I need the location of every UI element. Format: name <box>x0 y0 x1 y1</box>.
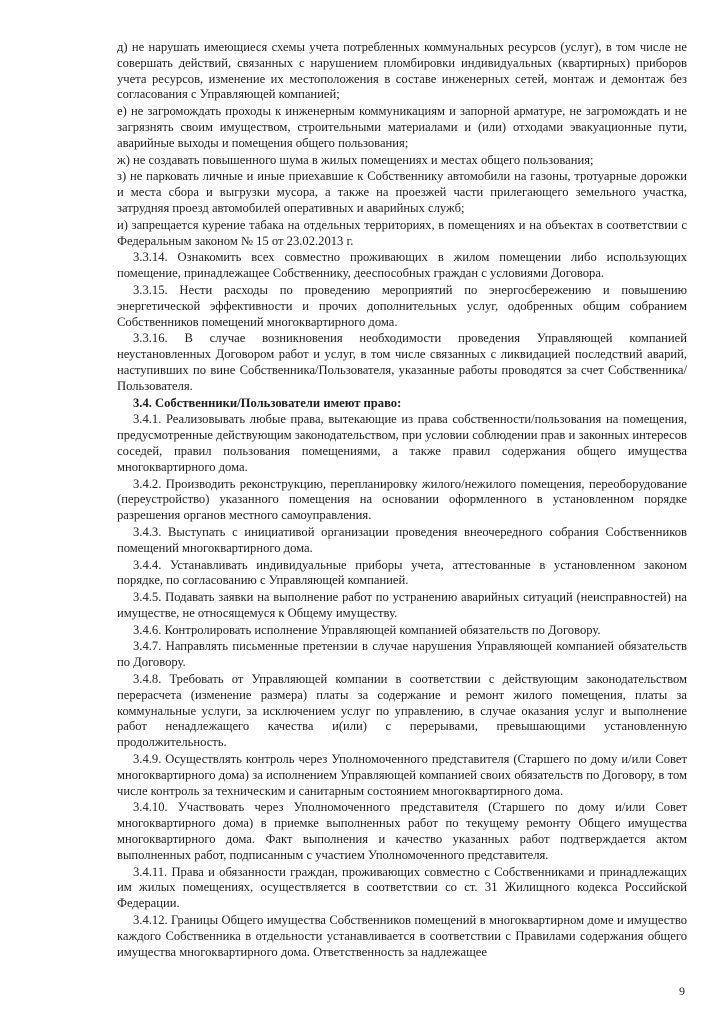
section-heading-3-4: 3.4. Собственники/Пользователи имеют право: <box>133 395 402 410</box>
clause-3-4-6: 3.4.6. Контролировать исполнение Управляющей компанией обязательств по Договору. <box>133 622 601 637</box>
clause-d: д) не нарушать имеющиеся схемы учета потребленных коммунальных ресурсов (услуг), в том числе не совершать действий, связанных с нарушением пломбировки индивидуальных (квартирных) приборов учета ресурсов, изменение их местоположения в составе инженерных сетей, монтаж и демонтаж без согласования с Управляющей компанией; <box>117 40 687 102</box>
clause-3-4-8: 3.4.8. Требовать от Управляющей компании в соответствии с действующим законодательством перерасчета (изменение размера) платы за содержание и ремонт жилого помещения, платы за коммунальные услуги, за исключением услуг по управлению, в случае оказания услуг и выполнение работ ненадлежащего качества и(или) с перерывами, превышающими установленную продолжительность. <box>117 672 687 750</box>
clause-3-4-9: 3.4.9. Осуществлять контроль через Уполномоченного представителя (Старшего по дому и/или Совет многоквартирного дома) за исполнением Управляющей компанией своих обязательств по Договору, в том числе контроль за техническим и санитарным состоянием многоквартирного дома. <box>117 752 687 798</box>
clause-i: и) запрещается курение табака на отдельных территориях, в помещениях и на объектах в соответствии с Федеральным законом № 15 от 23.02.2013 г. <box>117 217 687 248</box>
clause-e: е) не загромождать проходы к инженерным коммуникациям и запорной арматуре, не загромождать и не загрязнять своим имуществом, строительными материалами и (или) отходами эвакуационные пути, аварийные выходы и помещения общего пользования; <box>117 104 687 150</box>
clause-zh: ж) не создавать повышенного шума в жилых помещениях и местах общего пользования; <box>117 152 594 167</box>
page-number: 9 <box>679 984 685 998</box>
clause-3-4-1: 3.4.1. Реализовывать любые права, вытекающие из права собственности/пользования на помещения, предусмотренные действующим законодательством, при условии соблюдении прав и законных интересов соседей, правил пользования помещениями, а также правил содержания общего имущества многоквартирного дома. <box>117 412 687 474</box>
clause-3-4-5: 3.4.5. Подавать заявки на выполнение работ по устранению аварийных ситуаций (неисправностей) на имуществе, не относящемуся к Общему имуществу. <box>117 590 687 620</box>
clause-3-4-10: 3.4.10. Участвовать через Уполномоченного представителя (Старшего по дому и/или Совет многоквартирного дома) в приемке выполненных работ по текущему ремонту Общего имущества многоквартирного дома. Факт выполнения и качество указанных работ подтверждается актом выполненных работ, подписанным с участием Уполномоченного представителя. <box>117 800 687 862</box>
clause-3-4-4: 3.4.4. Устанавливать индивидуальные приборы учета, аттестованные в установленном законом порядке, по согласованию с Управляющей компанией. <box>117 557 687 588</box>
clause-3-3-15: 3.3.15. Нести расходы по проведению мероприятий по энергосбережению и повышению энергетической эффективности и прочих дополнительных услуг, одобренных общим собранием Собственников помещений многоквартирного дома. <box>117 282 687 329</box>
clause-3-4-11: 3.4.11. Права и обязанности граждан, проживающих совместно с Собственниками и принадлежащих им жилых помещениях, осуществляется в соответствии со ст. 31 Жилищного кодекса Российской Федерации. <box>117 864 687 911</box>
clause-3-4-12: 3.4.12. Границы Общего имущества Собственников помещений в многоквартирном доме и имущество каждого Собственника в отдельности устанавливается в соответствии с Правилами содержания общего имущества многоквартирного дома. Ответственность за надлежащее <box>117 913 687 959</box>
clause-3-3-14: 3.3.14. Ознакомить всех совместно проживающих в жилом помещении либо использующих помещение, принадлежащее Собственнику, дееспособных граждан с условиями Договора. <box>117 250 687 281</box>
clause-3-4-7: 3.4.7. Направлять письменные претензии в случае нарушения Управляющей компанией обязательств по Договору. <box>117 639 687 670</box>
clause-3-4-3: 3.4.3. Выступать с инициативой организации проведения внеочередного собрания Собственников помещений многоквартирного дома. <box>117 524 687 555</box>
clause-3-4-2: 3.4.2. Производить реконструкцию, перепланировку жилого/нежилого помещения, переоборудование (переустройство) указанного помещения на основании оформленного в установленном порядке разрешения органов местного самоуправления. <box>117 476 687 523</box>
clause-z: з) не парковать личные и иные приехавшие к Собственнику автомобили на газоны, тротуарные дорожки и места сбора и выгрузки мусора, а также на проезжей части прилегающего земельного участка, затрудняя проезд автомобилей оперативных и аварийных служб; <box>117 169 687 215</box>
clause-3-3-16: 3.3.16. В случае возникновения необходимости проведения Управляющей компанией неустановленных Договором работ и услуг, в том числе связанных с ликвидацией последствий аварий, наступивших по вине Собственника/Пользователя, указанные работы проводятся за счет Собственника/Пользователя. <box>117 331 687 393</box>
